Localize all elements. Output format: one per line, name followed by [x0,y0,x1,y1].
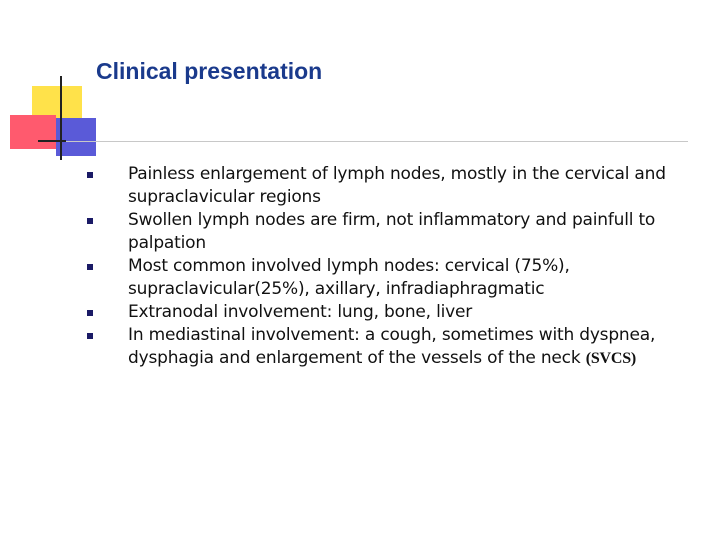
bullet-text: Swollen lymph nodes are firm, not inflammatory and painfull to palpation [128,210,656,253]
title-divider [38,141,688,142]
bullet-text: Most common involved lymph nodes: cervical (75%), supraclavicular(25%), axillary, infradiaphragmatic [128,256,570,299]
square-bullet-icon [87,333,93,339]
square-bullet-icon [87,218,93,224]
square-bullet-icon [87,264,93,270]
decor-red-square [10,115,56,149]
decor-blue-square [56,118,96,156]
bullet-item [87,255,707,301]
bullet-item [87,324,707,370]
slide-title: Clinical presentation [96,58,323,84]
bullet-text: In mediastinal involvement: a cough, sometimes with dyspnea, dysphagia and enlargement of the vessels of the neck [128,325,656,368]
square-bullet-icon [87,172,93,178]
bullet-list [87,163,707,370]
bullet-text: Painless enlargement of lymph nodes, mostly in the cervical and supraclavicular regions [128,164,666,207]
decor-horizontal-tick [38,140,66,142]
square-bullet-icon [87,310,93,316]
svcs-abbreviation: (SVCS) [585,350,637,367]
bullet-item [87,209,707,255]
bullet-item [87,163,707,209]
bullet-item [87,301,707,324]
bullet-text: Extranodal involvement: lung, bone, liver [128,302,473,322]
decor-vertical-line [60,76,62,160]
